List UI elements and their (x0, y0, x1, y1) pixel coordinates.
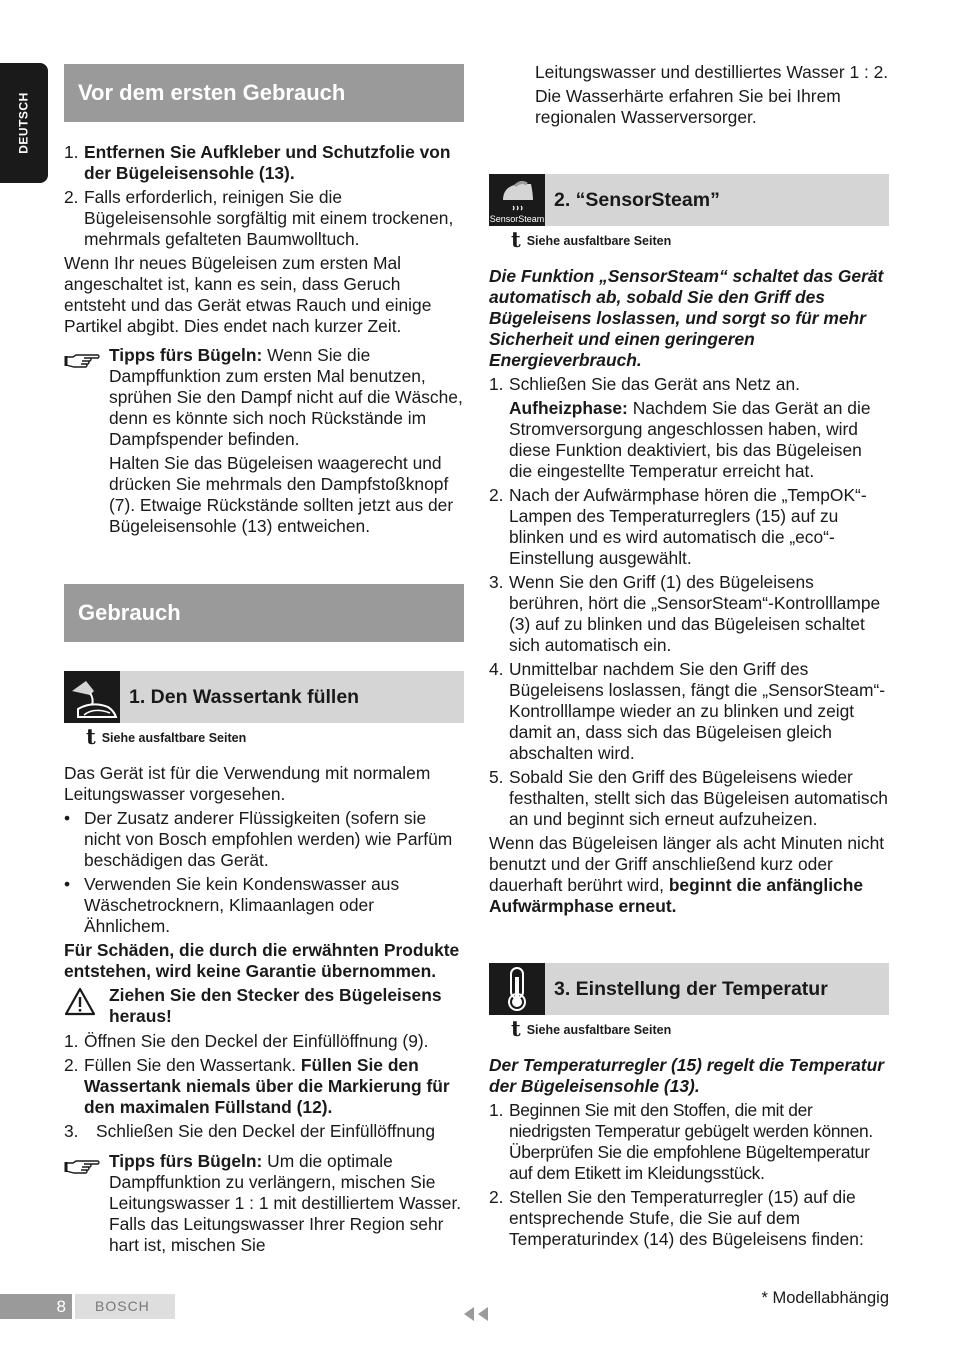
list-text: Entfernen Sie Aufkleber und Schutzfolie von der Bügeleisensohle (13). (84, 142, 451, 183)
first-use-paragraph: Wenn Ihr neues Bügeleisen zum ersten Mal angeschaltet ist, kann es sein, dass Geruch entsteht und das Gerät etwas Rauch und einige Partikel abgibt. Dies endet nach kurzer Zeit. (64, 253, 432, 336)
section-title-usage: Gebrauch (64, 584, 464, 642)
list-number: 1. (489, 1100, 504, 1120)
list-item (64, 142, 464, 184)
warranty-note: Für Schäden, die durch die erwähnten Produkte entstehen, wird keine Garantie übernommen. (64, 940, 460, 981)
see-pages-label: Siehe ausfaltbare Seiten (526, 234, 672, 248)
sensorsteam-icon-label: SensorSteam (489, 214, 545, 224)
list-item (489, 1187, 889, 1250)
warning-triangle-icon (64, 987, 96, 1016)
list-number: 3. (64, 1121, 79, 1141)
tip-continuation (535, 62, 889, 128)
list-number: 1. (64, 1031, 79, 1051)
list-item (489, 485, 889, 569)
see-fold-out-pages (511, 1016, 672, 1041)
subsection-fill-water-tank (64, 671, 464, 723)
sensorsteam-icon-box (489, 174, 545, 226)
list-text: Öffnen Sie den Deckel der Einfüllöffnung (9). (84, 1031, 429, 1051)
subsection-temperature (489, 963, 889, 1015)
list-text: Nach der Aufwärmphase hören die „TempOK“-Lampen des Temperaturreglers (15) auf zu blinken und es wird automatisch die „eco“-Einstellung ausgewählt. (509, 485, 867, 568)
see-pages-label: Siehe ausfaltbare Seiten (101, 731, 247, 745)
heating-phase-label: Aufheizphase: (509, 398, 628, 418)
warning-text: Ziehen Sie den Stecker des Bügeleisens heraus! (109, 985, 442, 1026)
fold-out-page-icon: t (511, 227, 521, 252)
sensorsteam-intro: Die Funktion „SensorSteam“ schaltet das Gerät automatisch ab, sobald Sie den Griff des Bügeleisens loslassen, und sorgt so für mehr Sicherheit und einen geringeren Energieverbrauch. (489, 266, 884, 370)
list-item (489, 1100, 889, 1184)
back-arrows-icon (462, 1306, 490, 1322)
list-number: 2. (64, 1055, 79, 1075)
list-item (489, 572, 889, 656)
note-text: Wenn das Bügeleisen länger als acht Minuten nicht benutzt und der Griff anschließend kurz oder dauerhaft berührt wird, (489, 833, 885, 895)
fold-out-page-icon: t (86, 724, 96, 749)
fill-tank-paragraph: Das Gerät ist für die Verwendung mit normalem Leitungswasser vorgesehen. (64, 763, 431, 804)
model-dependent-note: * Modellabhängig (761, 1289, 889, 1307)
page-number: 8 (0, 1294, 72, 1319)
tip-block-2 (64, 1151, 464, 1256)
temperature-content (489, 1055, 889, 1250)
list-number: 2. (489, 485, 504, 505)
fill-tank-content (64, 763, 464, 982)
language-label: DEUTSCH (16, 92, 31, 154)
hand-pointer-icon (64, 1155, 100, 1177)
see-pages-label: Siehe ausfaltbare Seiten (526, 1023, 672, 1037)
note-text-bold: beginnt die anfängliche Aufwärmphase erneut. (489, 875, 864, 916)
list-text-bold: Füllen Sie den Wassertank niemals über die Markierung für den maximalen Füllstand (12). (84, 1055, 450, 1117)
hand-pointer-icon (64, 349, 100, 371)
list-text: Füllen Sie den Wassertank. (84, 1055, 301, 1075)
list-text: Beginnen Sie mit den Stoffen, die mit der niedrigsten Temperatur gebügelt werden können. Überprüfen Sie die empfohlene Bügeltemperatur auf dem Etikett im Kleidungsstück. (509, 1100, 873, 1183)
fold-out-page-icon: t (511, 1016, 521, 1041)
first-use-step-list (64, 142, 464, 337)
tip-continuation-text-2: Die Wasserhärte erfahren Sie bei Ihrem regionalen Wasserversorger. (535, 86, 841, 127)
list-item (64, 187, 464, 250)
list-text: Wenn Sie den Griff (1) des Bügeleisens berühren, hört die „SensorSteam“-Kontrolllampe (3) auf zu blinken und das Bügeleisen schaltet sich automatisch ein. (509, 572, 881, 655)
list-number: 1. (489, 374, 504, 394)
subsection-sensorsteam (489, 174, 889, 226)
tip-text-2: Halten Sie das Bügeleisen waagerecht und drücken Sie mehrmals den Dampfstoßknopf (7). Etwaige Rückstände sollten jetzt aus der Bügeleisensohle (13) entweichen. (109, 453, 454, 536)
subsection-title: 2. “SensorSteam” (554, 189, 720, 211)
tip-body: Wenn Sie die Dampffunktion zum ersten Mal benutzen, sprühen Sie den Dampf nicht auf die Wäsche, denn es könnte sich noch Rückstände im Dampfspender befinden. (109, 345, 463, 449)
list-number: 1. (64, 142, 79, 162)
temperature-intro: Der Temperaturregler (15) regelt die Temperatur der Bügeleisensohle (13). (489, 1055, 884, 1096)
list-text: Schließen Sie den Deckel der Einfüllöffnung (96, 1121, 436, 1141)
list-text: Schließen Sie das Gerät ans Netz an. (509, 374, 800, 394)
thermometer-icon (489, 963, 545, 1015)
sensorsteam-note (489, 833, 889, 917)
list-text: Der Zusatz anderer Flüssigkeiten (sofern sie nicht von Bosch empfohlen werden) wie Parfüm beschädigen das Gerät. (84, 808, 453, 870)
list-number: 5. (489, 767, 504, 787)
water-fill-icon (64, 671, 120, 723)
heating-phase-text: Nachdem Sie das Gerät an die Stromversorgung angeschlossen haben, wird diese Funktion deaktiviert, bis das Bügeleisen die eingestellte Temperatur erreicht hat. (509, 398, 871, 481)
list-item (64, 1121, 464, 1142)
list-text: Verwenden Sie kein Kondenswasser aus Wäschetrocknern, Klimaanlagen oder Ähnlichem. (84, 874, 400, 936)
section-title-before-first-use: Vor dem ersten Gebrauch (64, 64, 464, 122)
tip-body: Um die optimale Dampffunktion zu verlängern, mischen Sie Leitungswasser 1 : 1 mit destilliertem Wasser. Falls das Leitungswasser Ihrer Region sehr hart ist, mischen Sie (109, 1151, 462, 1255)
see-fold-out-pages (86, 724, 247, 749)
language-side-tab (0, 63, 48, 183)
list-text: Stellen Sie den Temperaturregler (15) auf die entsprechende Stufe, die Sie auf dem Temperaturindex (14) des Bügeleisens finden: (509, 1187, 864, 1249)
list-item (64, 1031, 464, 1052)
fill-steps-list (64, 1031, 464, 1142)
bullet: • (64, 808, 71, 828)
subsection-title: 1. Den Wassertank füllen (129, 686, 360, 708)
tip-continuation-text: Leitungswasser und destilliertes Wasser 1 : 2. (535, 62, 889, 82)
list-number: 2. (489, 1187, 504, 1207)
tip-block-1 (64, 345, 464, 537)
list-item (64, 808, 464, 871)
list-item (64, 1055, 464, 1118)
list-number: 2. (64, 187, 79, 207)
list-text: Falls erforderlich, reinigen Sie die Bügeleisensohle sorgfältig mit einem trockenen, mehrmals gefalteten Baumwolltuch. (84, 187, 454, 249)
list-number: 3. (489, 572, 504, 592)
warning-block (64, 985, 464, 1027)
list-item (489, 374, 889, 482)
tip-label: Tipps fürs Bügeln: (109, 345, 263, 365)
list-item (489, 767, 889, 830)
subsection-title: 3. Einstellung der Temperatur (554, 978, 828, 1000)
tip-label: Tipps fürs Bügeln: (109, 1151, 263, 1171)
list-number: 4. (489, 659, 504, 679)
list-text: Sobald Sie den Griff des Bügeleisens wieder festhalten, stellt sich das Bügeleisen automatisch an und beginnt sich erneut aufzuheizen. (509, 767, 888, 829)
bullet: • (64, 874, 71, 894)
list-subtext (509, 398, 889, 482)
list-item (489, 659, 889, 764)
list-item (64, 874, 464, 937)
tip-text (109, 1151, 464, 1256)
sensorsteam-content (489, 266, 889, 917)
list-text: Unmittelbar nachdem Sie den Griff des Bügeleisens loslassen, fängt die „SensorSteam“-Kontrolllampe wieder an zu blinken und zeigt damit an, dass sich das Bügeleisen gleich abschalten wird. (509, 659, 886, 763)
tip-text (109, 345, 464, 450)
see-fold-out-pages (511, 227, 672, 252)
brand-label: BOSCH (75, 1294, 175, 1319)
